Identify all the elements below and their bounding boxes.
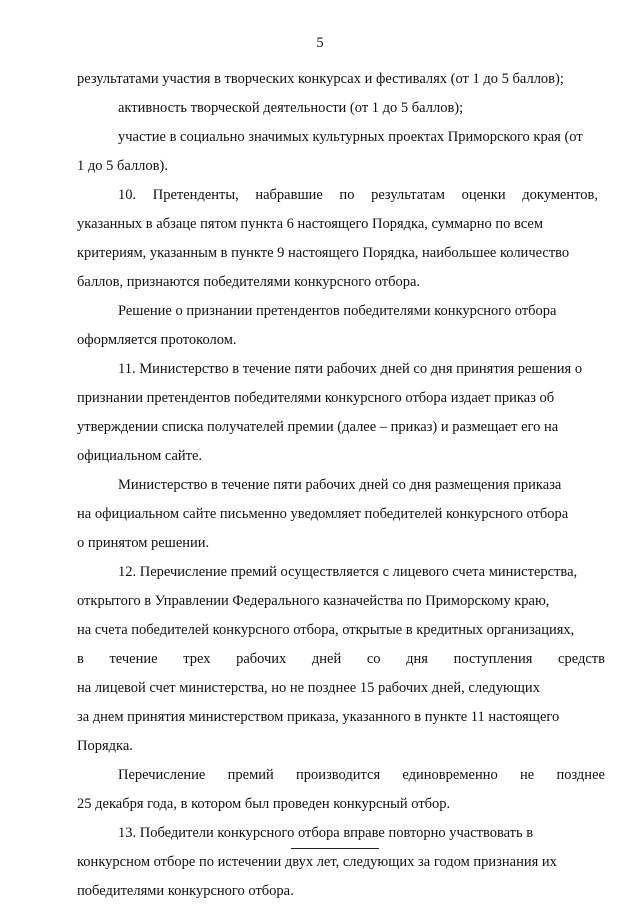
word: Перечисление [118,767,206,783]
word: со [366,651,381,667]
justified-text-line [77,645,605,674]
text-line: 13. Победители конкурсного отбора вправе повторно участвовать в [118,825,534,841]
word: трех [183,651,211,667]
text-line: 11. Министерство в течение пяти рабочих дней со дня принятия решения о [118,361,583,377]
word: дней [311,651,342,667]
text-line: за днем принятия министерством приказа, указанного в пункте 11 настоящего [77,709,560,725]
word: поступления [453,651,533,667]
word: в [77,651,84,667]
word: не [519,767,535,783]
justified-text-line [77,761,605,790]
text-line: на счета победителей конкурсного отбора, открытые в кредитных организациях, [77,622,575,638]
text-line: оформляется протоколом. [77,332,237,348]
text-line: активность творческой деятельности (от 1 до 5 баллов); [118,100,464,116]
text-line: утверждении списка получателей премии (далее – приказ) и размещает его на [77,419,559,435]
text-line: официальном сайте. [77,448,203,464]
word: позднее [556,767,605,783]
text-line: на официальном сайте письменно уведомляет победителей конкурсного отбора [77,506,569,522]
word: течение [109,651,158,667]
page-number: 5 [316,35,324,51]
word: единовременно [402,767,498,783]
text-line: открытого в Управлении Федерального казначейства по Приморскому краю, [77,593,550,609]
word: дня [406,651,428,667]
text-line: участие в социально значимых культурных проектах Приморского края (от [118,129,583,145]
text-line: Решение о признании претендентов победителями конкурсного отбора [118,303,557,319]
text-line: Министерство в течение пяти рабочих дней со дня размещения приказа [118,477,562,493]
text-line: на лицевой счет министерства, но не позднее 15 рабочих дней, следующих [77,680,540,696]
text-line: победителями конкурсного отбора. [77,883,294,899]
text-line: критериям, указанным в пункте 9 настоящего Порядка, наибольшее количество [77,245,570,261]
text-line: результатами участия в творческих конкурсах и фестивалях (от 1 до 5 баллов); [77,71,564,87]
text-line: баллов, признаются победителями конкурсного отбора. [77,274,421,290]
word: рабочих [236,651,287,667]
text-line: признании претендентов победителями конкурсного отбора издает приказ об [77,390,555,406]
text-line: 1 до 5 баллов). [77,158,168,174]
word: средств [558,651,605,667]
text-line: 10. Претенденты, набравшие по результатам оценки документов, [118,187,598,203]
text-line: о принятом решении. [77,535,210,551]
text-line: конкурсном отборе по истечении двух лет, следующих за годом признания их [77,854,557,870]
text-line: указанных в абзаце пятом пункта 6 настоящего Порядка, суммарно по всем [77,216,544,232]
text-line: Порядка. [77,738,133,754]
end-of-text-rule [291,848,379,849]
text-line: 12. Перечисление премий осуществляется с лицевого счета министерства, [118,564,578,580]
word: производится [296,767,381,783]
word: премий [227,767,274,783]
text-line: 25 декабря года, в котором был проведен конкурсный отбор. [77,796,451,812]
document-body [77,65,605,906]
